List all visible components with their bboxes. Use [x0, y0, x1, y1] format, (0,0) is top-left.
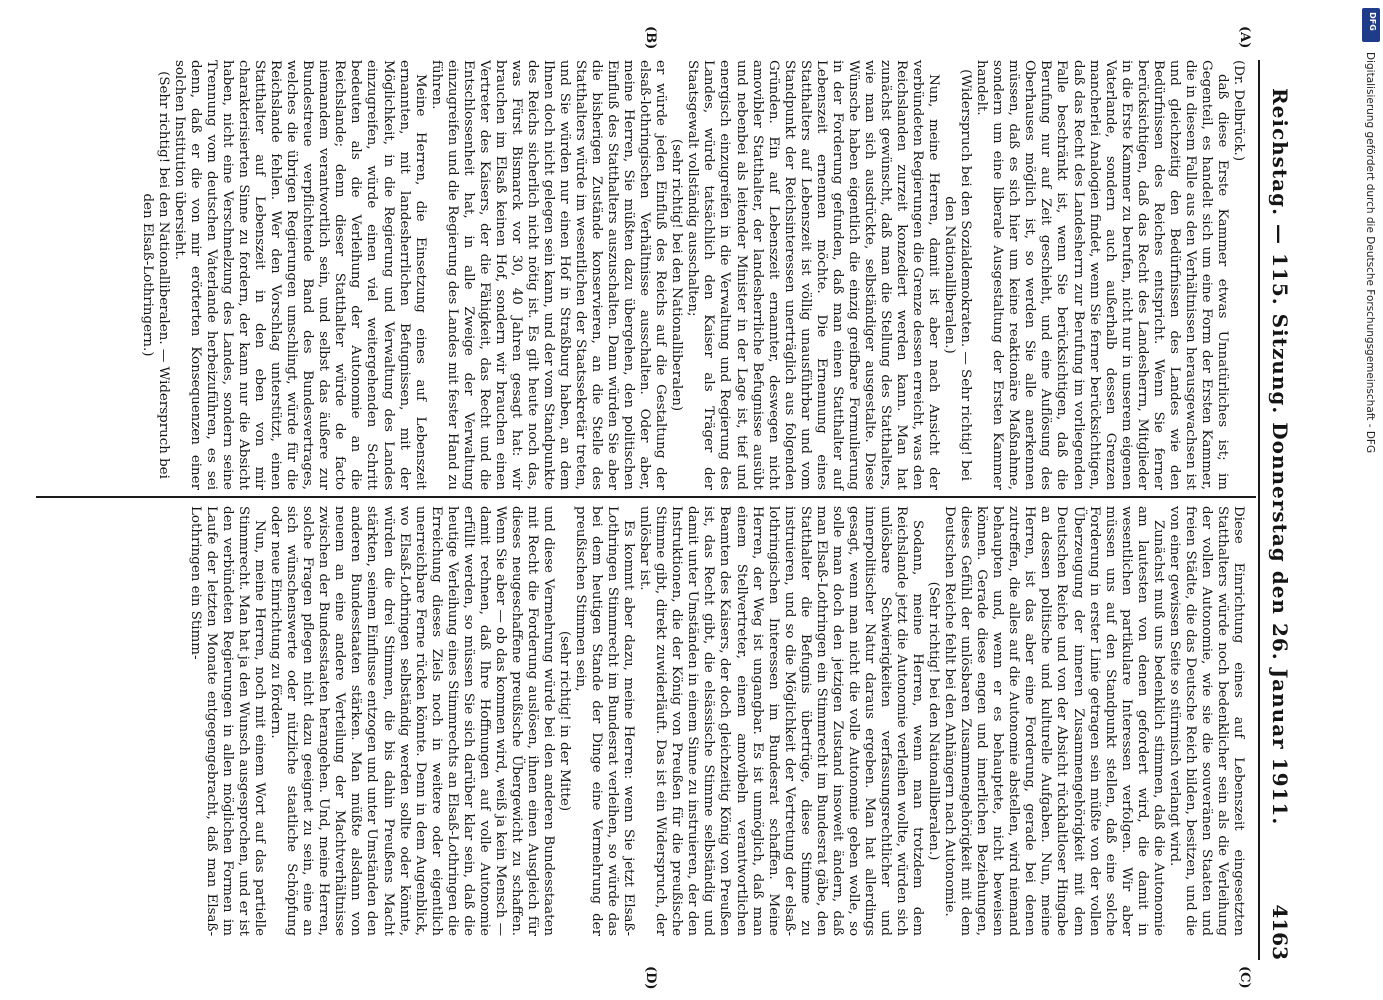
right-column [187, 506, 1246, 936]
left-column [139, 60, 1246, 490]
right-paragraph: Es kommt aber dazu, meine Herren: wenn Sie jetzt Elsaß-Lothringen Stimmrecht im Bundesrat verleihen, so würde das bei dem heutigen Stande der Dinge eine Vermehrung der preußischen Stimmen sein, [573, 506, 637, 936]
right-paragraph: Zunächst muß uns bedenklich stimmen, daß die Autonomie am lautesten von denen gefordert wird, die damit in wesentlichen partikulare Interessen verfolgen. Wir aber müssen uns auf den Standpunkt stellen, daß eine solche Forderung in erster Linie getragen sein müßte von der vollen Überzeugung der inneren Zusammengehörigkeit mit dem Deutschen Reiche und von der Absicht rückhaltloser Hingabe an dessen politische und kulturelle Aufgaben. Nun, meine Herren, ist das aber eine Forderung, gerade bei denen zutreffen, die alles auf die Autonomie abstellen, wird niemand behaupten und, wenn er es behauptete, nicht beweisen können. Gerade diese engen und innerlichen Beziehungen, dieses Gefühl der unlösbaren Zusammengehörigkeit mit dem Deutschen Reiche fehlt bei den Anhängern nach Autonomie. [942, 506, 1166, 936]
margin-mark-c: (C) [1237, 966, 1252, 989]
page-number: 4163 [1268, 904, 1292, 960]
digitization-note [1362, 8, 1383, 992]
right-paragraph: und diese Vermehrung würde bei den anderen Bundesstaaten mit Recht die Forderung auslösen, ihnen einen Ausgleich für dieses neugeschaffene preußische Übergewicht zu schaffen. Wenn Sie aber — ob das kommen wird, weiß ja kein Mensch — damit rechnen, daß Ihre Hoffnungen auf volle Autonomie erfüllt werden, so müssen Sie sich darüber klar sein, daß die heutige Verleihung eines Stimmrechts an Elsaß-Lothringen die Erreichung dieses Ziels noch in weitere oder eigentlich unerreichbare Ferne rücken könnte. Denn in dem Augenblick, wo Elsaß-Lothringen selbständig werden sollte oder könnte, würden die drei Stimmen, die bis dahin Preußens Macht stärkten, seinem Einflusse entzogen und unter Umständen den anderen Bundesstaaten stärken. Man müßte alsdann von neuem an eine andere Verteilung der Machtverhältnisse zwischen der Bundesstaaten herangehen. Und, meine Herren, solche Fragen pflegen nicht dazu geeignet zu sein, eine an sich wünschenswerte oder nützliche staatliche Schöpfung oder neue Einrichtung zu fördern. [268, 506, 556, 936]
left-interjection: (Widerspruch bei den Sozialdemokraten. — Sehr richtig! bei den Nationalliberalen.) [942, 69, 974, 481]
left-interjection: (sehr richtig! bei den Nationalliberalen) [669, 138, 685, 412]
right-paragraph: Diese Einrichtung eines auf Lebenszeit eingesetzten Statthalters würde noch bedenklicher sein als die Verleihung der vollen Autonomie, wie sie die souveränen Staaten und freien Städte, die das Deutsche Reich bilden, besitzen, und die von einer gewissen Seite so stürmisch verlangt wird. [1166, 506, 1246, 936]
dfg-logo-text: DFG [1367, 12, 1377, 31]
digitization-caption: Digitalisierung gefördert durch die Deutsche Forschungsgemeinschaft - DFG [1364, 52, 1376, 454]
newspaper-page [28, 26, 1298, 990]
right-paragraph: Nun, meine Herren, noch mit einem Wort auf das partielle Stimmrecht. Man hat ja den Wunsch ausgesprochen, und er ist den verbündeten Regierungen in allen möglichen Formen im Laufe der letzten Monate entgegengebracht, daß man Elsaß-Lothringen ein Stimm- [187, 506, 268, 936]
margin-mark-a: (A) [1237, 26, 1252, 49]
page-header [1266, 60, 1292, 960]
left-paragraph: Meine Herren, die Einsetzung eines auf Lebenszeit ernannten, mit landesherrlichen Befugnissen, mit der Möglichkeit, in die Regierung und Verwaltung des Landes einzugreifen, würde einen viel weitergehenden Schritt bedeuten als die Verleihung der Autonomie an die Reichslande; denn dieser Statthalter würde de facto niemandem verantwortlich sein, und selbst das äußere zur Bundestreue verpflichtende Band des Bundesvertrages, welches die übrigen Regierungen umschlingt, würde für die Reichslande fehlen. Wer den Vorschlag unterstützt, einen Statthalter auf Lebenszeit in den eben von mir charakterisierten Sinne zu fordern, der kann nur die Absicht haben, nicht eine Verschmelzung des Landes, sondern seine Trennung vom deutschen Vaterlande herbeizuführen, es sei denn, daß er die von mir erörterten Konsequenzen einer solchen Institution übersieht. [171, 60, 428, 490]
margin-mark-d: (D) [643, 966, 658, 990]
right-interjection: (Sehr richtig! bei den Nationalliberalen.) [926, 581, 942, 861]
margin-mark-b: (B) [643, 26, 658, 50]
right-interjection: (sehr richtig! in der Mitte) [557, 630, 573, 812]
right-paragraph: Sodann, meine Herren, wenn man trotzdem dem Reichslande jetzt die Autonomie verleihen wollte, würden sich unlösbare Schwierigkeiten verfassungsrechtlicher und innerpolitischer Natur daraus ergeben. Man hat allerdings gesagt, wenn man nicht die volle Autonomie geben wolle, so solle man doch den jetzigen Zustand insoweit ändern, daß man Elsaß-Lothringen ein Stimmrecht im Bundesrat gäbe, den Statthalter die Befugnis übertrüge, diese Stimme zu instruieren, und so die Möglichkeit der Vertretung der elsaß-lothringischen Interessen im Bundesrat schaffen. Meine Herren, der Weg ist ungangbar. Es ist unmöglich, daß man einem Stellvertreter, einem amovibeln verantwortlichen Beamten des Kaisers, der doch gleichzeitig König von Preußen ist, das Recht gibt, die elsässische Stimme selbständig und damit unter Umständen in einem Sinne zu instruieren, der den Instruktionen, die der König von Preußen für die preußische Stimme gibt, direkt zuwiderläuft. Das ist ein Widerspruch, der unlösbar ist. [637, 506, 926, 936]
left-paragraph: daß diese Erste Kammer etwas Unnatürliches ist; im Gegenteil, es handelt sich um eine Form der Ersten Kammer, die in diesem Falle aus den Verhältnissen herausgewachsen ist und gleichzeitig den Bedürfnissen des Landes wie den Bedürfnissen des Reiches entspricht. Wenn Sie ferner berücksichtigen, daß das Recht des Landesherrn, Mitglieder in die Erste Kammer zu berufen, nicht nur in unserem eigenen Vaterlande, sondern auch außerhalb dessen Grenzen mancherlei Analogien findet, wenn Sie ferner berücksichtigen, daß das Recht des Landesherrn zur Berufung im vorliegenden Falle beschränkt ist, wenn Sie berücksichtigen, daß die Berufung nur auf Zeit geschieht, und eine Auflösung des Oberhauses möglich ist, so werden Sie alle anerkennen müssen, daß es sich hier um keine reaktionäre Maßnahme, sondern um eine liberale Ausgestaltung der Ersten Kammer handelt. [974, 60, 1230, 490]
column-divider [36, 496, 1256, 498]
dfg-logo [1362, 8, 1380, 42]
header-rule [1258, 60, 1260, 960]
left-interjection: (Sehr richtig! bei den Nationalliberalen. — Widerspruch bei den Elsaß-Lothringern.) [139, 71, 171, 479]
speaker-tag: (Dr. Delbrück.) [1231, 60, 1246, 162]
left-paragraph: er würde jeden Einfluß des Reichs auf die Gestaltung der elsaß-lothringischen Verhältnisse ausschalten. Oder aber, meine Herren, Sie müßten dazu übergehen, den politischen Einfluß des Statthalters auszuschalten. Dann würden Sie aber die bisherigen Zustände konservieren, an die Stelle des Statthalters würde im wesentlichen der Staatssekretär treten, und Sie würden nur einen Hof in Straßburg haben, an dem Ihnen doch nicht gelegen sein kann, und der vom Standpunkte des Reichs sicherlich nicht nötig ist. Es gilt heute noch das, was Fürst Bismarck vor 30, 40 Jahren gesagt hat: wir brauchen im Elsaß keinen Hof, sondern wir brauchen einen Vertreter des Kaisers, der die Fähigkeit, das Recht und die Entschlossenheit hat, in alle Zweige der Verwaltung einzugreifen und die Regierung des Landes mit fester Hand zu führen. [428, 60, 669, 490]
left-paragraph: Nun, meine Herren, damit ist aber nach Ansicht der verbündeten Regierungen die Grenze dessen erreicht, was den Reichslanden zurzeit konzediert werden kann. Man hat zunächst gewünscht, daß man die Stellung des Statthalters, wie man sich ausdrückte, selbständiger ausgestalte. Diese Wünsche haben eigentlich die einzig greifbare Formulierung in der Forderung gefunden, daß man einen Statthalter auf Lebenszeit ernennen möchte. Die Ernennung eines Statthalters auf Lebenszeit ist völlig unausführbar und vom Standpunkt der Reichsinteressen unerträglich aus folgenden Gründen. Ein auf Lebenszeit ernannter, deswegen nicht amovibler Statthalter, der landesherrliche Befugnisse ausübt und nebenbei als leitender Minister in der Lage ist, tief und energisch einzugreifen in die Verwaltung und Regierung des Landes, würde tatsächlich den Kaiser als Träger der Staatsgewalt vollständig ausschalten; [685, 60, 942, 490]
header-title: Reichstag. — 115. Sitzung. Donnerstag den 26. Januar 1911. [1268, 88, 1292, 826]
